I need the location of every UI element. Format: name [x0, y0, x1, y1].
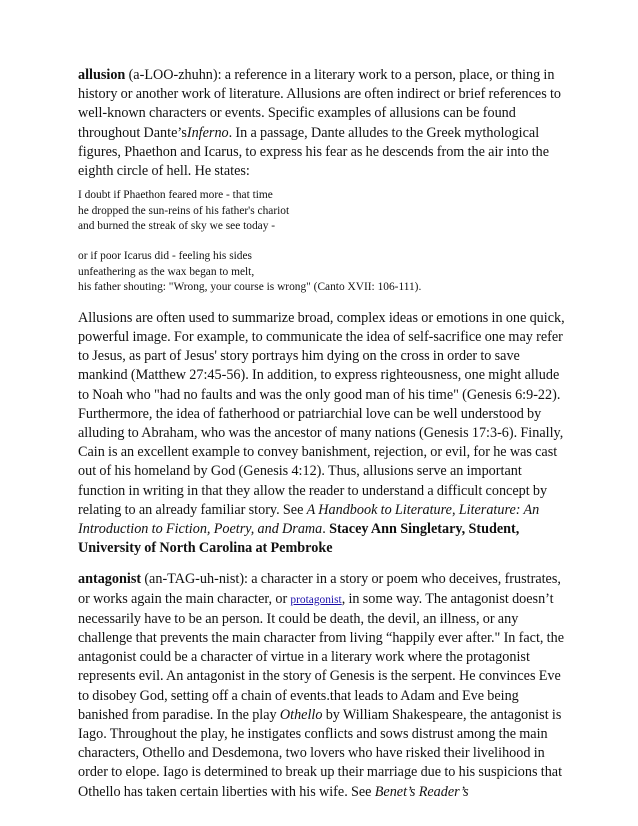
source-period: .: [322, 521, 330, 538]
dante-quote-stanza-1: [78, 188, 570, 235]
allusion-author: Stacey Ann Singletary, Student, University of North Carolina at Pembroke: [78, 521, 520, 557]
allusion-definition-text-2: . In a passage, Dante alludes to the Greek mythological figures, Phaethon and Icarus, to express his fear as he descends from the air into the eighth circle of hell. He states:: [78, 124, 550, 180]
allusion-term: allusion: [78, 67, 126, 83]
source-separator: ,: [451, 501, 459, 518]
othello-title: Othello: [279, 706, 323, 723]
source-benets: Benet’s Reader’s: [374, 783, 469, 800]
antagonist-definition-text-2: , in some way. The antagonist doesn’t necessarily have to be an person. It could be death, the devil, an illness, or any challenge that prevents the main character from living “happily ever after." In fact, the antagonist could be a character of virtue in a literary work where the protagonist represents evil. An antagonist in the story of Genesis is the serpent. He convinces Eve to disobey God, setting off a chain of events.that leads to Adam and Eve being banished from paradise. In the play: [78, 590, 565, 723]
dante-quote-stanza-2: [78, 249, 570, 296]
antagonist-definition: [78, 570, 570, 801]
allusion-explanation-text: Allusions are often used to summarize broad, complex ideas or emotions in one quick, powerful image. For example, to communicate the idea of self-sacrifice one may refer to Jesus, as part of Jesus' story portrays him dying on the cross in order to save mankind (Matthew 27:45-56). In addition, to express righteousness, one might allude to Noah who "had no faults and was the only good man of his time" (Genesis 6:9-22). Furthermore, the idea of fatherhood or patriarchial love can be well understood by alluding to Abraham, who was the ancestor of many nations (Genesis 17:3-6). Finally, Cain is an excellent example to convey banishment, rejection, or evil, for he was cast out of his homeland by God (Genesis 4:12). Thus, allusions serve an important function in writing in that they allow the reader to understand a difficult concept by relating to an already familiar story. See: [78, 309, 565, 518]
quote-line: and burned the streak of sky we see today -: [78, 220, 276, 233]
quote-line: unfeathering as the wax began to melt,: [78, 265, 255, 278]
quote-line: he dropped the sun-reins of his father's chariot: [78, 204, 290, 217]
protagonist-link[interactable]: protagonist: [290, 593, 342, 606]
source-literature-intro: Literature: An Introduction to Fiction, Poetry, and Drama: [78, 501, 540, 538]
source-handbook: A Handbook to Literature: [306, 501, 452, 518]
quote-line: I doubt if Phaethon feared more - that time: [78, 189, 273, 202]
document-page: [78, 66, 570, 802]
allusion-definition-text: (a-LOO-zhuhn): a reference in a literary work to a person, place, or thing in history or another work of literature. Allusions are often indirect or brief references to well-known characters or events. Specific examples of allusions can be found throughout Dante’s: [78, 67, 562, 141]
allusion-explanation: [78, 309, 570, 559]
quote-line: or if poor Icarus did - feeling his sides: [78, 250, 252, 262]
antagonist-definition-text-3: by William Shakespeare, the antagonist is Iago. Throughout the play, he instigates conflicts and sows distrust among the main characters, Othello and Desdemona, two lovers who have risked their livelihood in order to elope. Iago is determined to break up their marriage due to his suspicions that Othello has taken certain liberties with his wife. See: [78, 706, 563, 800]
inferno-title: Inferno: [186, 124, 229, 141]
antagonist-term: antagonist: [78, 571, 142, 588]
antagonist-definition-text: (an-TAG-uh-nist): a character in a story or poem who deceives, frustrates, or works again the main character, or: [78, 571, 561, 607]
allusion-definition: [78, 66, 570, 181]
quote-line: his father shouting: "Wrong, your course is wrong" (Canto XVII: 106-111).: [78, 281, 422, 294]
